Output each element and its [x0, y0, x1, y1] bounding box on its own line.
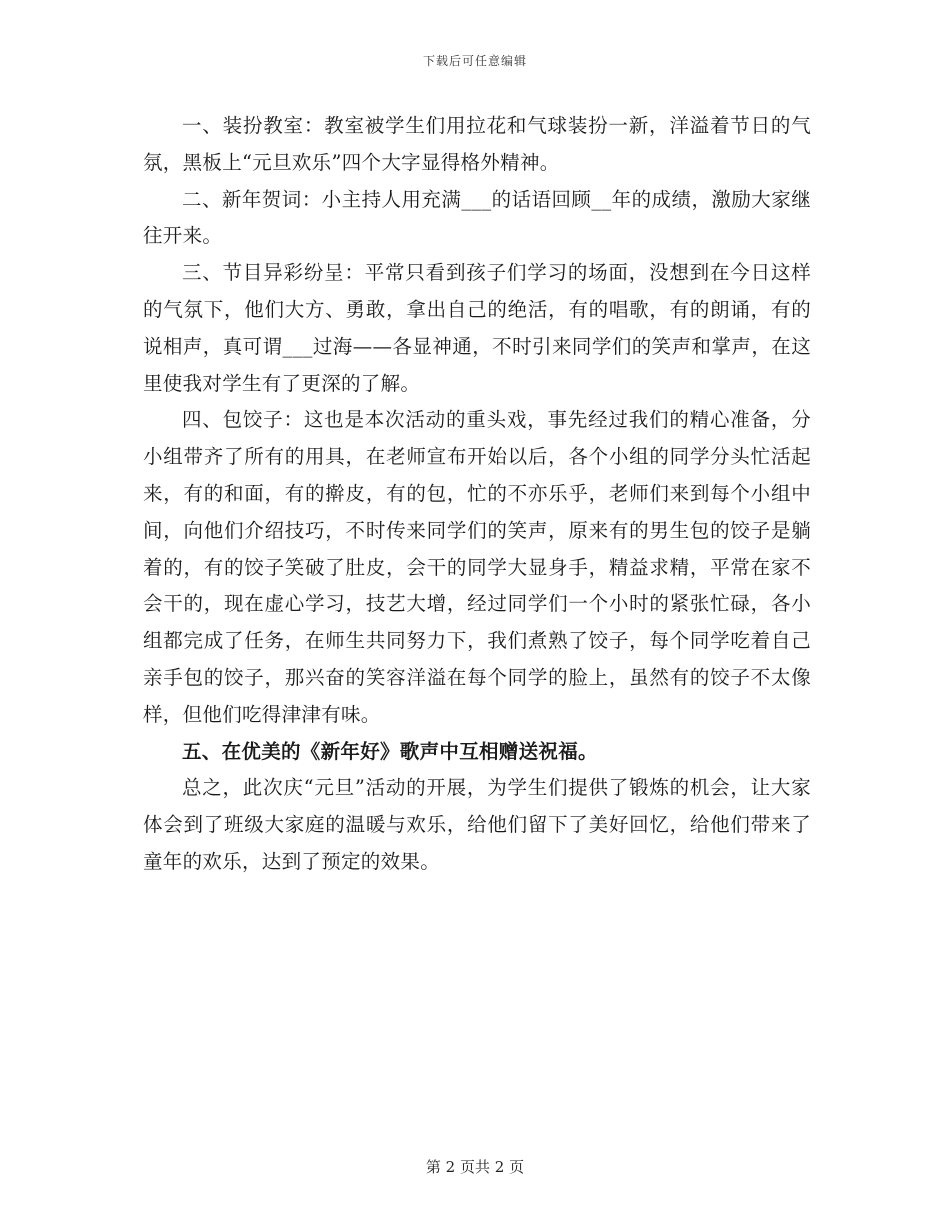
paragraph-summary: 总之，此次庆“元旦”活动的开展，为学生们提供了锻炼的机会，让大家体会到了班级大家庭的温暖与欢乐，给他们留下了美好回忆，给他们带来了童年的欢乐，达到了预定的效果。	[143, 776, 811, 873]
paragraph-decorate-classroom: 一、装扮教室：教室被学生们用拉花和气球装扮一新，洋溢着节日的气氛，黑板上“元旦欢乐”四个大字显得格外精神。	[143, 114, 811, 174]
paragraph-blessings: 五、在优美的《新年好》歌声中互相赠送祝福。	[182, 739, 598, 763]
page-number-footer: 第 2 页共 2 页	[425, 1158, 525, 1176]
paragraph-performances: 三、节目异彩纷呈：平常只看到孩子们学习的场面，没想到在今日这样的气氛下，他们大方、勇敢，拿出自己的绝活，有的唱歌，有的朗诵，有的说相声，真可谓___过海——各显神通，不时引来同学们的笑声和掌声，在这里使我对学生有了更深的了解。	[143, 261, 811, 395]
page-header: 下载后可任意编辑	[422, 54, 527, 68]
paragraph-new-year-greeting: 二、新年贺词：小主持人用充满___的话语回顾__年的成绩，激励大家继往开来。	[143, 187, 811, 248]
document-body	[143, 108, 811, 881]
paragraph-dumplings: 四、包饺子：这也是本次活动的重头戏，事先经过我们的精心准备，分小组带齐了所有的用具，在老师宣布开始以后，各个小组的同学分头忙活起来，有的和面，有的擀皮，有的包，忙的不亦乐乎，老师们来到每个小组中间，向他们介绍技巧，不时传来同学们的笑声，原来有的男生包的饺子是躺着的，有的饺子笑破了肚皮，会干的同学大显身手，精益求精，平常在家不会干的，现在虚心学习，技艺大增，经过同学们一个小时的紧张忙碌，各小组都完成了任务，在师生共同努力下，我们煮熟了饺子，每个同学吃着自己亲手包的饺子，那兴奋的笑容洋溢在每个同学的脸上，虽然有的饺子不太像样，但他们吃得津津有味。	[143, 408, 811, 726]
